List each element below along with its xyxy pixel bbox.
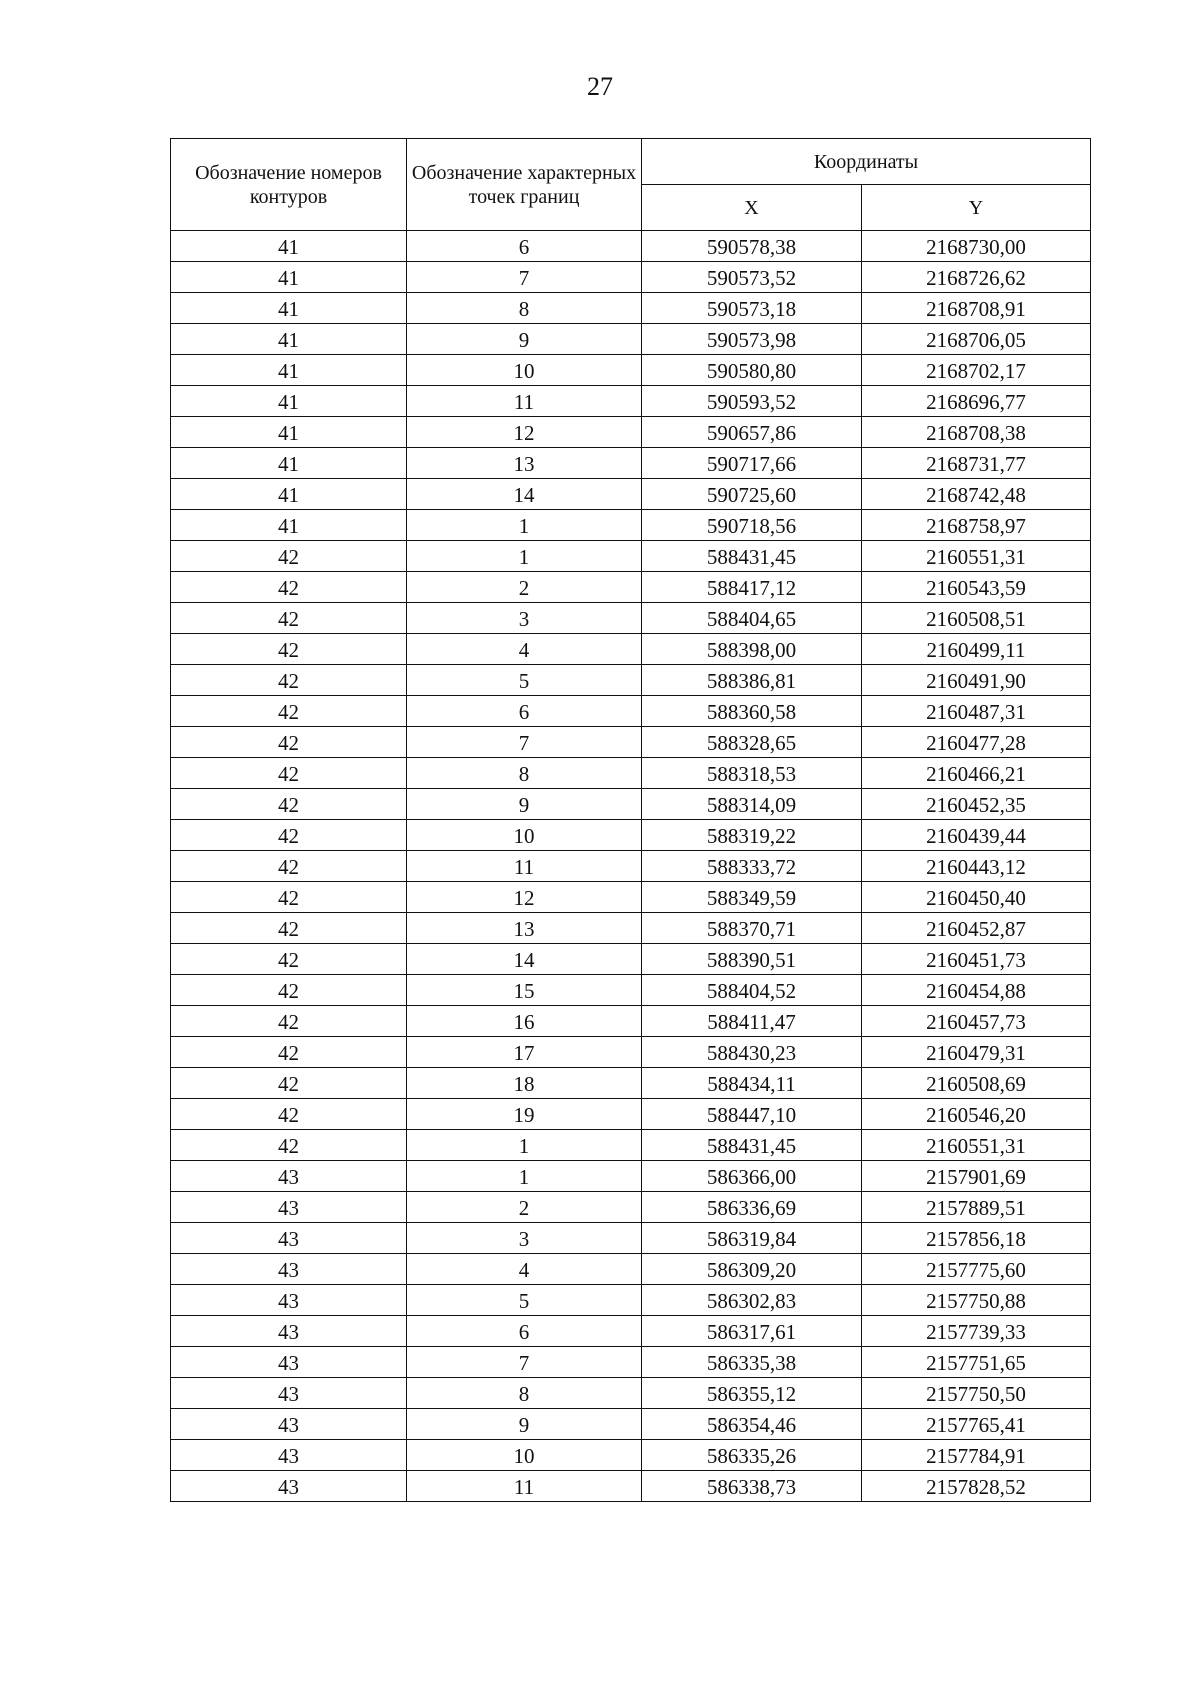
table-row (171, 758, 1091, 789)
table-row (171, 727, 1091, 758)
point-cell: 6 (407, 1316, 642, 1347)
contour-cell: 43 (171, 1378, 407, 1409)
contour-cell: 43 (171, 1285, 407, 1316)
y-cell: 2157828,52 (862, 1471, 1091, 1502)
point-cell: 2 (407, 572, 642, 603)
header-contour: Обозначение номеров контуров (171, 139, 407, 231)
table-row (171, 913, 1091, 944)
y-cell: 2157784,91 (862, 1440, 1091, 1471)
point-cell: 6 (407, 231, 642, 262)
point-cell: 4 (407, 634, 642, 665)
y-cell: 2157775,60 (862, 1254, 1091, 1285)
y-cell: 2168706,05 (862, 324, 1091, 355)
contour-cell: 41 (171, 231, 407, 262)
point-cell: 2 (407, 1192, 642, 1223)
contour-cell: 41 (171, 448, 407, 479)
point-cell: 10 (407, 1440, 642, 1471)
x-cell: 588349,59 (642, 882, 862, 913)
x-cell: 588411,47 (642, 1006, 862, 1037)
x-cell: 588314,09 (642, 789, 862, 820)
x-cell: 588404,52 (642, 975, 862, 1006)
contour-cell: 43 (171, 1440, 407, 1471)
table-row (171, 1409, 1091, 1440)
contour-cell: 42 (171, 1099, 407, 1130)
x-cell: 588386,81 (642, 665, 862, 696)
y-cell: 2160451,73 (862, 944, 1091, 975)
x-cell: 588328,65 (642, 727, 862, 758)
y-cell: 2160546,20 (862, 1099, 1091, 1130)
x-cell: 588370,71 (642, 913, 862, 944)
table-body (171, 231, 1091, 1502)
y-cell: 2157739,33 (862, 1316, 1091, 1347)
table-row (171, 851, 1091, 882)
point-cell: 13 (407, 913, 642, 944)
table-row (171, 293, 1091, 324)
x-cell: 586366,00 (642, 1161, 862, 1192)
point-cell: 1 (407, 541, 642, 572)
x-cell: 590580,80 (642, 355, 862, 386)
table-row (171, 634, 1091, 665)
y-cell: 2168731,77 (862, 448, 1091, 479)
x-cell: 588431,45 (642, 1130, 862, 1161)
table-row (171, 572, 1091, 603)
x-cell: 588318,53 (642, 758, 862, 789)
table-row (171, 510, 1091, 541)
contour-cell: 42 (171, 1037, 407, 1068)
contour-cell: 43 (171, 1192, 407, 1223)
y-cell: 2168742,48 (862, 479, 1091, 510)
point-cell: 9 (407, 1409, 642, 1440)
point-cell: 1 (407, 1161, 642, 1192)
table-row (171, 386, 1091, 417)
point-cell: 15 (407, 975, 642, 1006)
table-row (171, 1285, 1091, 1316)
point-cell: 12 (407, 882, 642, 913)
contour-cell: 43 (171, 1254, 407, 1285)
table-row (171, 541, 1091, 572)
y-cell: 2157765,41 (862, 1409, 1091, 1440)
contour-cell: 42 (171, 696, 407, 727)
contour-cell: 42 (171, 634, 407, 665)
x-cell: 588434,11 (642, 1068, 862, 1099)
x-cell: 588430,23 (642, 1037, 862, 1068)
table-row (171, 1006, 1091, 1037)
y-cell: 2157856,18 (862, 1223, 1091, 1254)
y-cell: 2160443,12 (862, 851, 1091, 882)
y-cell: 2160491,90 (862, 665, 1091, 696)
contour-cell: 42 (171, 913, 407, 944)
header-point: Обозначение характерных точек границ (407, 139, 642, 231)
contour-cell: 41 (171, 417, 407, 448)
table-row (171, 324, 1091, 355)
table-row (171, 665, 1091, 696)
table-row (171, 1037, 1091, 1068)
y-cell: 2160452,35 (862, 789, 1091, 820)
header-x: X (642, 185, 862, 231)
point-cell: 19 (407, 1099, 642, 1130)
contour-cell: 42 (171, 1006, 407, 1037)
y-cell: 2168708,91 (862, 293, 1091, 324)
contour-cell: 42 (171, 758, 407, 789)
contour-cell: 41 (171, 324, 407, 355)
y-cell: 2168726,62 (862, 262, 1091, 293)
contour-cell: 42 (171, 882, 407, 913)
y-cell: 2160452,87 (862, 913, 1091, 944)
contour-cell: 42 (171, 944, 407, 975)
x-cell: 588431,45 (642, 541, 862, 572)
contour-cell: 43 (171, 1409, 407, 1440)
table-row (171, 1347, 1091, 1378)
y-cell: 2160508,51 (862, 603, 1091, 634)
point-cell: 9 (407, 324, 642, 355)
contour-cell: 42 (171, 1068, 407, 1099)
point-cell: 10 (407, 355, 642, 386)
contour-cell: 42 (171, 851, 407, 882)
point-cell: 8 (407, 758, 642, 789)
table-row (171, 355, 1091, 386)
x-cell: 590573,52 (642, 262, 862, 293)
y-cell: 2160487,31 (862, 696, 1091, 727)
x-cell: 586335,26 (642, 1440, 862, 1471)
x-cell: 590578,38 (642, 231, 862, 262)
contour-cell: 41 (171, 510, 407, 541)
table-row (171, 1068, 1091, 1099)
y-cell: 2160543,59 (862, 572, 1091, 603)
x-cell: 590725,60 (642, 479, 862, 510)
contour-cell: 43 (171, 1316, 407, 1347)
x-cell: 588319,22 (642, 820, 862, 851)
x-cell: 586319,84 (642, 1223, 862, 1254)
x-cell: 586354,46 (642, 1409, 862, 1440)
y-cell: 2160499,11 (862, 634, 1091, 665)
table-row (171, 944, 1091, 975)
point-cell: 12 (407, 417, 642, 448)
point-cell: 13 (407, 448, 642, 479)
table-row (171, 820, 1091, 851)
point-cell: 7 (407, 1347, 642, 1378)
contour-cell: 43 (171, 1223, 407, 1254)
point-cell: 11 (407, 1471, 642, 1502)
table-row (171, 1254, 1091, 1285)
contour-cell: 43 (171, 1347, 407, 1378)
header-coordinates: Координаты (642, 139, 1091, 185)
point-cell: 17 (407, 1037, 642, 1068)
contour-cell: 42 (171, 820, 407, 851)
point-cell: 3 (407, 1223, 642, 1254)
x-cell: 586335,38 (642, 1347, 862, 1378)
y-cell: 2160551,31 (862, 1130, 1091, 1161)
table-row (171, 262, 1091, 293)
table-row (171, 1440, 1091, 1471)
point-cell: 16 (407, 1006, 642, 1037)
x-cell: 586355,12 (642, 1378, 862, 1409)
table-row (171, 696, 1091, 727)
point-cell: 6 (407, 696, 642, 727)
point-cell: 1 (407, 510, 642, 541)
table-row (171, 1223, 1091, 1254)
x-cell: 590573,98 (642, 324, 862, 355)
point-cell: 5 (407, 665, 642, 696)
x-cell: 590718,56 (642, 510, 862, 541)
contour-cell: 42 (171, 1130, 407, 1161)
table-row (171, 1192, 1091, 1223)
point-cell: 4 (407, 1254, 642, 1285)
x-cell: 588398,00 (642, 634, 862, 665)
table-row (171, 479, 1091, 510)
y-cell: 2160454,88 (862, 975, 1091, 1006)
contour-cell: 41 (171, 262, 407, 293)
y-cell: 2157901,69 (862, 1161, 1091, 1192)
point-cell: 1 (407, 1130, 642, 1161)
y-cell: 2160466,21 (862, 758, 1091, 789)
x-cell: 588417,12 (642, 572, 862, 603)
point-cell: 18 (407, 1068, 642, 1099)
table-row (171, 975, 1091, 1006)
table-row (171, 1316, 1091, 1347)
y-cell: 2160508,69 (862, 1068, 1091, 1099)
x-cell: 586302,83 (642, 1285, 862, 1316)
table-row (171, 882, 1091, 913)
table-row (171, 603, 1091, 634)
x-cell: 588447,10 (642, 1099, 862, 1130)
page-number: 27 (587, 72, 613, 101)
table-row (171, 789, 1091, 820)
coordinates-table (170, 138, 1091, 1502)
contour-cell: 41 (171, 355, 407, 386)
contour-cell: 42 (171, 727, 407, 758)
point-cell: 8 (407, 293, 642, 324)
header-y: Y (862, 185, 1091, 231)
point-cell: 11 (407, 386, 642, 417)
point-cell: 10 (407, 820, 642, 851)
x-cell: 586336,69 (642, 1192, 862, 1223)
table-row (171, 1099, 1091, 1130)
point-cell: 5 (407, 1285, 642, 1316)
y-cell: 2160551,31 (862, 541, 1091, 572)
contour-cell: 41 (171, 479, 407, 510)
table-row (171, 1378, 1091, 1409)
y-cell: 2157750,88 (862, 1285, 1091, 1316)
y-cell: 2157751,65 (862, 1347, 1091, 1378)
contour-cell: 42 (171, 603, 407, 634)
x-cell: 586338,73 (642, 1471, 862, 1502)
contour-cell: 42 (171, 572, 407, 603)
x-cell: 586317,61 (642, 1316, 862, 1347)
point-cell: 11 (407, 851, 642, 882)
point-cell: 8 (407, 1378, 642, 1409)
point-cell: 7 (407, 262, 642, 293)
x-cell: 588360,58 (642, 696, 862, 727)
contour-cell: 41 (171, 293, 407, 324)
x-cell: 590593,52 (642, 386, 862, 417)
contour-cell: 42 (171, 541, 407, 572)
x-cell: 590717,66 (642, 448, 862, 479)
contour-cell: 43 (171, 1161, 407, 1192)
y-cell: 2168758,97 (862, 510, 1091, 541)
table-row (171, 1130, 1091, 1161)
point-cell: 9 (407, 789, 642, 820)
y-cell: 2160457,73 (862, 1006, 1091, 1037)
point-cell: 14 (407, 944, 642, 975)
contour-cell: 43 (171, 1471, 407, 1502)
x-cell: 586309,20 (642, 1254, 862, 1285)
contour-cell: 42 (171, 975, 407, 1006)
table-row (171, 1161, 1091, 1192)
y-cell: 2160477,28 (862, 727, 1091, 758)
contour-cell: 41 (171, 386, 407, 417)
point-cell: 7 (407, 727, 642, 758)
x-cell: 588404,65 (642, 603, 862, 634)
x-cell: 588390,51 (642, 944, 862, 975)
x-cell: 590657,86 (642, 417, 862, 448)
table-row (171, 231, 1091, 262)
point-cell: 3 (407, 603, 642, 634)
x-cell: 590573,18 (642, 293, 862, 324)
x-cell: 588333,72 (642, 851, 862, 882)
y-cell: 2157889,51 (862, 1192, 1091, 1223)
y-cell: 2160439,44 (862, 820, 1091, 851)
y-cell: 2160479,31 (862, 1037, 1091, 1068)
y-cell: 2168702,17 (862, 355, 1091, 386)
contour-cell: 42 (171, 665, 407, 696)
y-cell: 2168730,00 (862, 231, 1091, 262)
point-cell: 14 (407, 479, 642, 510)
table-row (171, 417, 1091, 448)
y-cell: 2168708,38 (862, 417, 1091, 448)
y-cell: 2160450,40 (862, 882, 1091, 913)
contour-cell: 42 (171, 789, 407, 820)
y-cell: 2168696,77 (862, 386, 1091, 417)
table-row (171, 1471, 1091, 1502)
table-row (171, 448, 1091, 479)
y-cell: 2157750,50 (862, 1378, 1091, 1409)
